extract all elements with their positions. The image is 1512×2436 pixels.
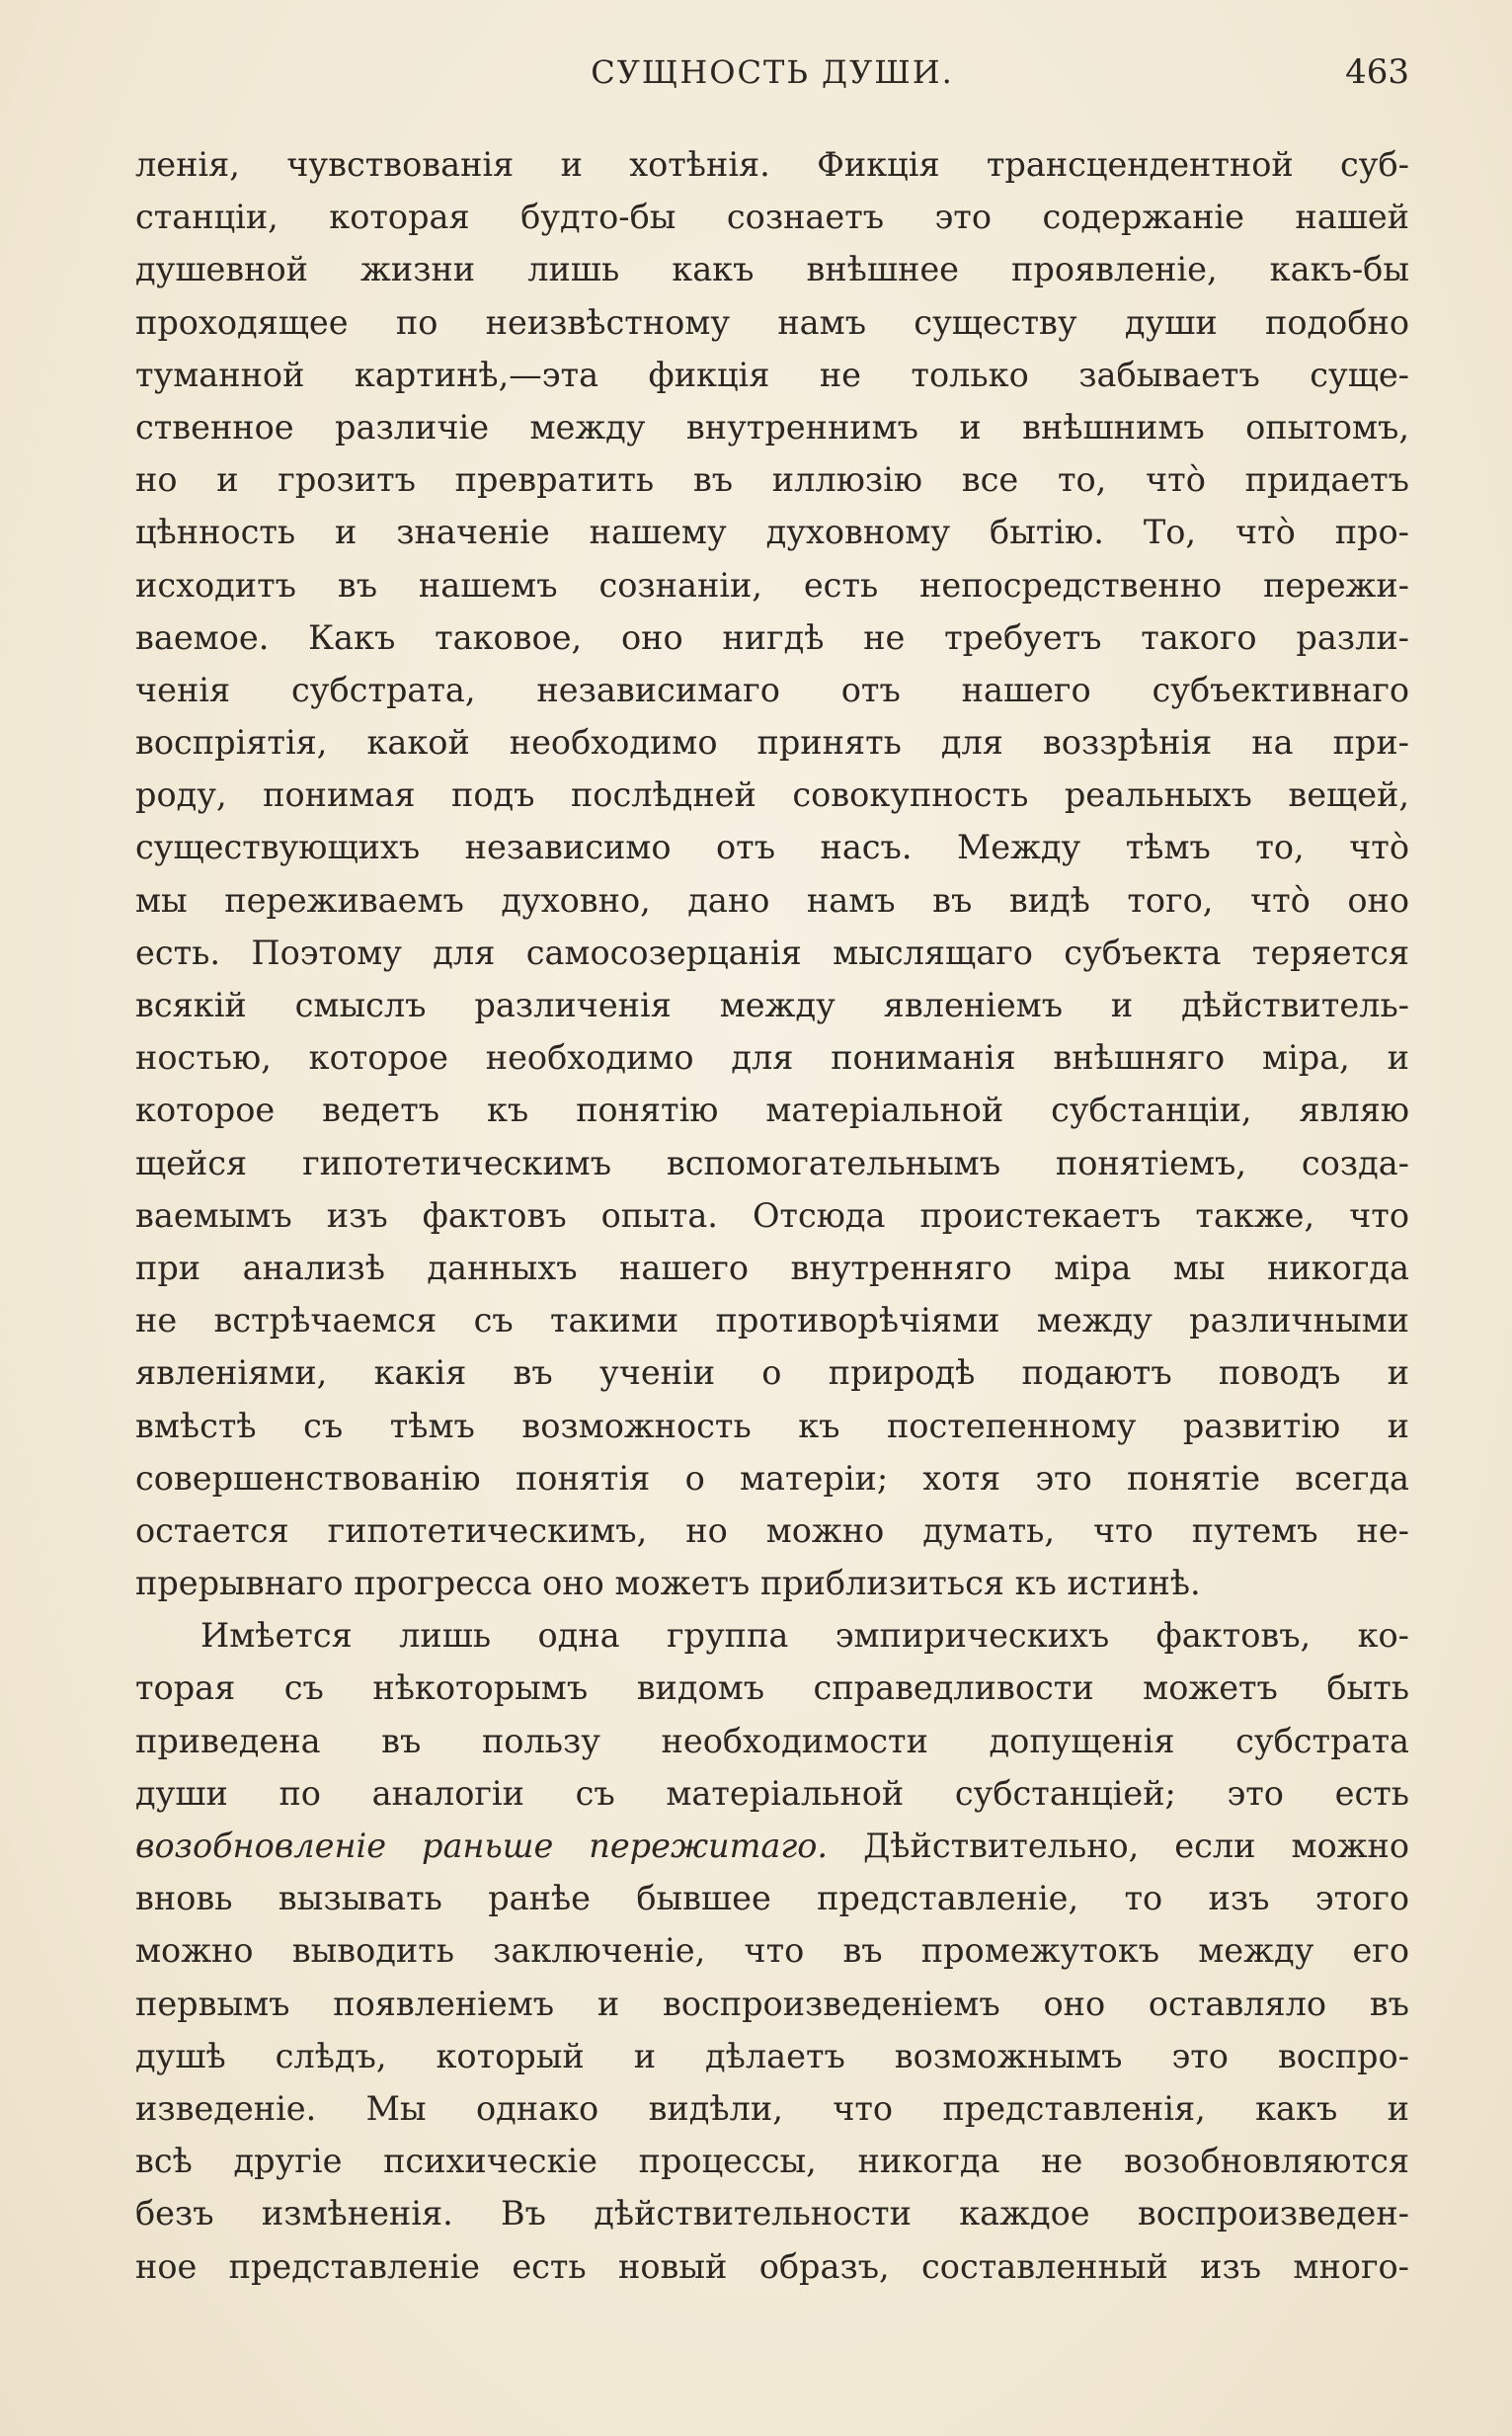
running-title: СУЩНОСТЬ ДУШИ.	[591, 53, 954, 91]
text-line: при анализѣ данныхъ нашего внутренняго міра мы никогда	[135, 1248, 1409, 1287]
text-line: первымъ появленіемъ и воспроизведеніемъ оно оставляло въ	[135, 1984, 1409, 2023]
paragraph-start-line: Имѣется лишь одна группа эмпирическихъ фактовъ, ко-	[200, 1616, 1409, 1656]
text-line: можно выводить заключеніе, что въ промежутокъ между его	[135, 1931, 1409, 1971]
text-line: явленіями, какія въ ученіи о природѣ подаютъ поводъ и	[135, 1353, 1409, 1393]
text-line: проходящее по неизвѣстному намъ существу души подобно	[135, 302, 1409, 342]
text-line: туманной картинѣ,—эта фикція не только забываетъ суще-	[135, 355, 1409, 394]
text-line: щейся гипотетическимъ вспомогательнымъ понятіемъ, созда-	[135, 1143, 1409, 1182]
text-line: души по аналогіи съ матеріальной субстанціей; это есть	[135, 1773, 1409, 1813]
text-line: есть. Поэтому для самосозерцанія мыслящаго субъекта теряется	[135, 933, 1409, 972]
text-line: ственное различіе между внутреннимъ и внѣшнимъ опытомъ,	[135, 407, 1409, 447]
text-line: цѣнность и значеніе нашему духовному бытію. То, что̀ про-	[135, 513, 1409, 552]
text-line: не встрѣчаемся съ такими противорѣчіями между различными	[135, 1301, 1409, 1340]
text-line: душевной жизни лишь какъ внѣшнее проявленіе, какъ-бы	[135, 250, 1409, 289]
text-line: ное представленіе есть новый образъ, составленный изъ много-	[135, 2246, 1409, 2286]
page-header	[135, 47, 1409, 97]
text-line: станціи, которая будто-бы сознаетъ это содержаніе нашей	[135, 198, 1409, 237]
text-line: роду, понимая подъ послѣдней совокупность реальныхъ вещей,	[135, 775, 1409, 815]
text-line: всякій смыслъ различенія между явленіемъ и дѣйствитель-	[135, 986, 1409, 1024]
text-line: всѣ другіе психическіе процессы, никогда не возобновляются	[135, 2142, 1409, 2181]
text-line: изведеніе. Мы однако видѣли, что представленія, какъ и	[135, 2088, 1409, 2128]
emphasized-phrase: возобновленіе раньше пережитаго.	[135, 1827, 829, 1865]
text-line: ваемое. Какъ таковое, оно нигдѣ не требуетъ такого разли-	[135, 617, 1409, 657]
text-line: мы переживаемъ духовно, дано намъ въ видѣ того, что̀ оно	[135, 880, 1409, 920]
text-line: ваемымъ изъ фактовъ опыта. Отсюда проистекаетъ также, что	[135, 1195, 1409, 1235]
text-line: вмѣстѣ съ тѣмъ возможность къ постепенному развитію и	[135, 1406, 1409, 1445]
text-line: приведена въ пользу необходимости допущенія субстрата	[135, 1721, 1409, 1760]
text-line: которое ведетъ къ понятію матеріальной субстанціи, являю	[135, 1091, 1409, 1130]
text-line: совершенствованію понятія о матеріи; хотя это понятіе всегда	[135, 1458, 1409, 1498]
page-body	[135, 138, 1409, 2293]
paragraph-end-line: прерывнаго прогресса оно можетъ приблизиться къ истинѣ.	[135, 1564, 1201, 1603]
page-number: 463	[1345, 52, 1409, 92]
text-line: душѣ слѣдъ, который и дѣлаетъ возможнымъ это воспро-	[135, 2036, 1409, 2075]
text-line: торая съ нѣкоторымъ видомъ справедливости можетъ быть	[135, 1668, 1409, 1708]
text-line: но и грозитъ превратить въ иллюзію все то, что̀ придаетъ	[135, 460, 1409, 500]
line-remainder: Дѣйствительно, если можно	[828, 1827, 1409, 1865]
text-line: существующихъ независимо отъ насъ. Между тѣмъ то, что̀	[135, 828, 1409, 867]
text-line: вновь вызывать ранѣе бывшее представленіе, то изъ этого	[135, 1879, 1409, 1918]
text-line-with-emphasis	[135, 1820, 1409, 1872]
text-line: ченія субстрата, независимаго отъ нашего субъективнаго	[135, 670, 1409, 709]
text-line: воспріятія, какой необходимо принять для воззрѣнія на при-	[135, 723, 1409, 763]
text-line: ленія, чувствованія и хотѣнія. Фикція трансцендентной суб-	[135, 145, 1409, 184]
text-line: ностью, которое необходимо для пониманія внѣшняго міра, и	[135, 1038, 1409, 1078]
text-line: исходитъ въ нашемъ сознаніи, есть непосредственно пережи-	[135, 565, 1409, 605]
text-line: безъ измѣненія. Въ дѣйствительности каждое воспроизведен-	[135, 2194, 1409, 2233]
text-line: остается гипотетическимъ, но можно думать, что путемъ не-	[135, 1510, 1409, 1550]
